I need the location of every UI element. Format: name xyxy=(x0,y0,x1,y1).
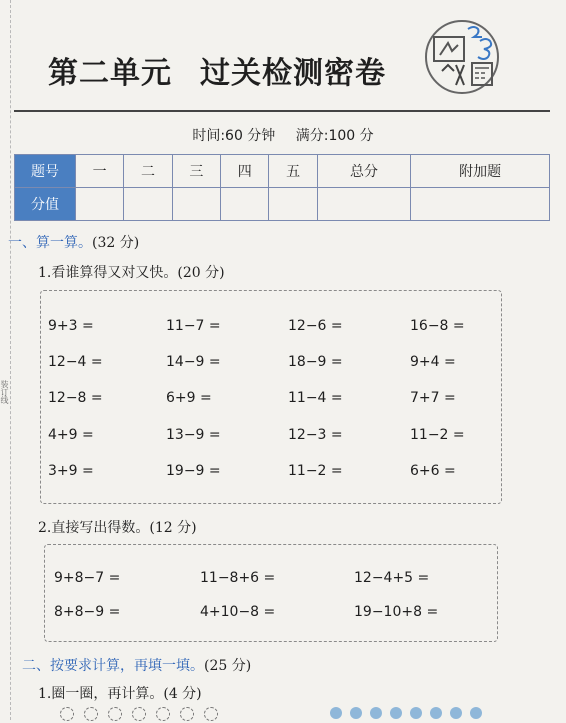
math-symbols-logo-icon xyxy=(420,15,500,95)
page-title xyxy=(48,48,386,92)
q1-item: 12−6 = xyxy=(288,318,343,334)
q2-item: 12−4+5 = xyxy=(354,570,430,586)
ball-dot-icon xyxy=(430,707,442,719)
ball-dot-icon xyxy=(350,707,362,719)
fruit-dot-icon xyxy=(60,707,74,721)
section2-points: (25 分) xyxy=(204,658,252,674)
ball-dot-icon xyxy=(470,707,482,719)
q1-item: 9+4 = xyxy=(410,354,456,370)
q1-item: 11−7 = xyxy=(166,318,221,334)
unit-label: 第二单元 xyxy=(48,56,172,91)
q1-item: 19−9 = xyxy=(166,463,221,479)
fruit-dot-icon xyxy=(108,707,122,721)
score-table-value-row xyxy=(15,188,550,221)
ball-row xyxy=(330,707,500,723)
q1-item: 12−3 = xyxy=(288,427,343,443)
score-table-row2-label: 分值 xyxy=(15,188,76,221)
full-score: 满分:100 分 xyxy=(295,128,374,144)
fruit-dot-icon xyxy=(180,707,194,721)
q1-item: 18−9 = xyxy=(288,354,343,370)
q2-box xyxy=(44,544,498,642)
q1-item: 11−4 = xyxy=(288,390,343,406)
section1-points: (32 分) xyxy=(92,235,140,251)
q1-item: 4+9 = xyxy=(48,427,94,443)
q2-item: 11−8+6 = xyxy=(200,570,276,586)
score-col-3: 三 xyxy=(172,155,220,188)
ball-dot-icon xyxy=(330,707,342,719)
title-rule xyxy=(14,110,550,112)
q1-item: 14−9 = xyxy=(166,354,221,370)
ball-dot-icon xyxy=(410,707,422,719)
q1-item: 12−8 = xyxy=(48,390,103,406)
q1-item: 13−9 = xyxy=(166,427,221,443)
score-value-cell[interactable] xyxy=(172,188,220,221)
q1-item: 11−2 = xyxy=(288,463,343,479)
score-col-1: 一 xyxy=(76,155,124,188)
score-value-cell[interactable] xyxy=(76,188,124,221)
fruit-dot-icon xyxy=(84,707,98,721)
score-value-cell[interactable] xyxy=(411,188,550,221)
q1-item: 6+9 = xyxy=(166,390,212,406)
score-table-row1-label: 题号 xyxy=(15,155,76,188)
q2-item: 4+10−8 = xyxy=(200,604,276,620)
ball-dot-icon xyxy=(370,707,382,719)
binding-margin xyxy=(0,0,11,720)
ball-dot-icon xyxy=(390,707,402,719)
section2-title-text: 二、按要求计算，再填一填。 xyxy=(22,658,204,674)
fruit-dot-icon xyxy=(156,707,170,721)
section1-title-text: 一、算一算。 xyxy=(8,235,92,251)
fruit-row xyxy=(60,707,230,723)
section1-title xyxy=(8,232,139,252)
score-col-4: 四 xyxy=(221,155,269,188)
score-value-cell[interactable] xyxy=(221,188,269,221)
q1-item: 11−2 = xyxy=(410,427,465,443)
q2-item: 8+8−9 = xyxy=(54,604,121,620)
q1-item: 6+6 = xyxy=(410,463,456,479)
q1-item: 7+7 = xyxy=(410,390,456,406)
q2-label: 2.直接写出得数。(12 分) xyxy=(38,520,197,536)
q1-item: 16−8 = xyxy=(410,318,465,334)
q2-item: 9+8−7 = xyxy=(54,570,121,586)
fruit-dot-icon xyxy=(204,707,218,721)
q2-item: 19−10+8 = xyxy=(354,604,439,620)
section2-q1-label: 1.圈一圈，再计算。(4 分) xyxy=(38,686,202,702)
score-table-header-row xyxy=(15,155,550,188)
time-limit: 时间:60 分钟 xyxy=(192,128,276,144)
q1-label: 1.看谁算得又对又快。(20 分) xyxy=(38,265,225,281)
ball-dot-icon xyxy=(450,707,462,719)
section2-title xyxy=(22,655,251,675)
score-col-total: 总分 xyxy=(317,155,411,188)
score-value-cell[interactable] xyxy=(317,188,411,221)
score-table xyxy=(14,154,550,221)
score-col-2: 二 xyxy=(124,155,172,188)
binding-label: 装订线 xyxy=(0,380,9,404)
q1-item: 3+9 = xyxy=(48,463,94,479)
score-col-bonus: 附加题 xyxy=(411,155,550,188)
score-col-5: 五 xyxy=(269,155,317,188)
q1-item: 9+3 = xyxy=(48,318,94,334)
score-value-cell[interactable] xyxy=(124,188,172,221)
title-main: 过关检测密卷 xyxy=(200,56,386,91)
q1-item: 12−4 = xyxy=(48,354,103,370)
exam-meta xyxy=(0,125,566,145)
score-value-cell[interactable] xyxy=(269,188,317,221)
fruit-dot-icon xyxy=(132,707,146,721)
